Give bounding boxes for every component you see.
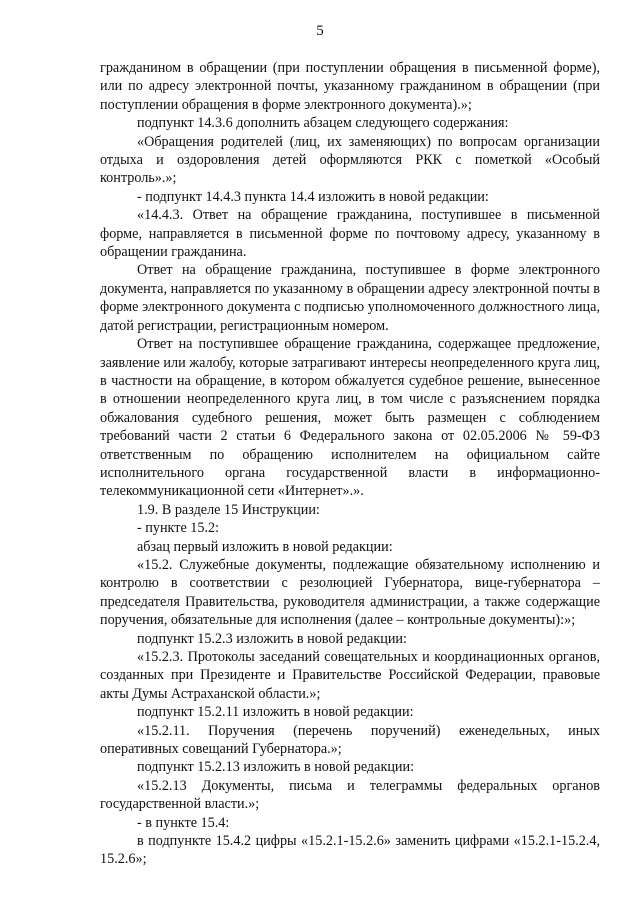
paragraph-15: «15.2.11. Поручения (перечень поручений) еженедельных, иных оперативных совещаний Губернатора.»; — [100, 722, 600, 758]
paragraph-11: «15.2. Служебные документы, подлежащие обязательному исполнению и контролю в соответствии с резолюцией Губернатора, вице-губернатора – председателя Правительства, руководителя администрации, а также содержащие поручения, обязательные для исполнения (далее – контрольные документы):»; — [100, 556, 600, 629]
paragraph-5: «14.4.3. Ответ на обращение гражданина, поступившее в письменной форме, направляется в письменной форме по почтовому адресу, указанному в обращении гражданина. — [100, 207, 600, 261]
paragraph-19: в подпункте 15.4.2 цифры «15.2.1-15.2.6» заменить цифрами «15.2.1-15.2.4, 15.2.6»; — [100, 833, 600, 868]
paragraph-16: подпункт 15.2.13 изложить в новой редакции: — [137, 759, 415, 776]
paragraph-4: - подпункт 14.4.3 пункта 14.4 изложить в новой редакции: — [137, 188, 489, 205]
paragraph-12: подпункт 15.2.3 изложить в новой редакции: — [137, 630, 407, 647]
paragraph-13: «15.2.3. Протоколы заседаний совещательных и координационных органов, созданных при Президенте и Правительстве Российской Федерации, правовые акты Думы Астраханской области.»; — [100, 649, 600, 702]
paragraph-17: «15.2.13 Документы, письма и телеграммы федеральных органов государственной власти.»; — [100, 777, 600, 813]
paragraph-1: гражданином в обращении (при поступлении обращения в письменной форме), или по адресу электронной почты, указанному гражданином в обращении (при поступлении обращения в форме электронного документа).»; — [100, 60, 600, 113]
paragraph-10: абзац первый изложить в новой редакции: — [137, 538, 393, 555]
document-body — [100, 59, 600, 869]
paragraph-9: - пункте 15.2: — [137, 520, 220, 537]
paragraph-7: Ответ на поступившее обращение гражданина, содержащее предложение, заявление или жалобу, которые затрагивают интересы неопределенного круга лиц, в частности на обращение, в котором обжалуется судебное решение, вынесенное в отношении неопределенного круга лиц, в том числе с разъяснением порядка обжалования судебного решения, может быть размещен с соблюдением требований части 2 статьи 6 Федерального закона от 02.05.2006 № 59-ФЗ ответственным по обращению исполнителем на официальном сайте исполнительного органа государственной власти в информационно-телекоммуникационной сети «Интернет».». — [100, 336, 600, 500]
paragraph-3: «Обращения родителей (лиц, их заменяющих) по вопросам организации отдыха и оздоровления детей оформляются РКК с пометкой «Особый контроль».»; — [100, 133, 600, 187]
paragraph-6: Ответ на обращение гражданина, поступившее в форме электронного документа, направляется по указанному в обращении адресу электронной почты в форме электронного документа с подписью уполномоченного должностного лица, датой регистрации, регистрационным номером. — [100, 262, 600, 334]
paragraph-2: подпункт 14.3.6 дополнить абзацем следующего содержания: — [137, 115, 509, 132]
page-number: 5 — [316, 23, 324, 39]
paragraph-8: 1.9. В разделе 15 Инструкции: — [137, 501, 320, 518]
paragraph-14: подпункт 15.2.11 изложить в новой редакции: — [137, 704, 414, 721]
paragraph-18: - в пункте 15.4: — [137, 814, 230, 831]
